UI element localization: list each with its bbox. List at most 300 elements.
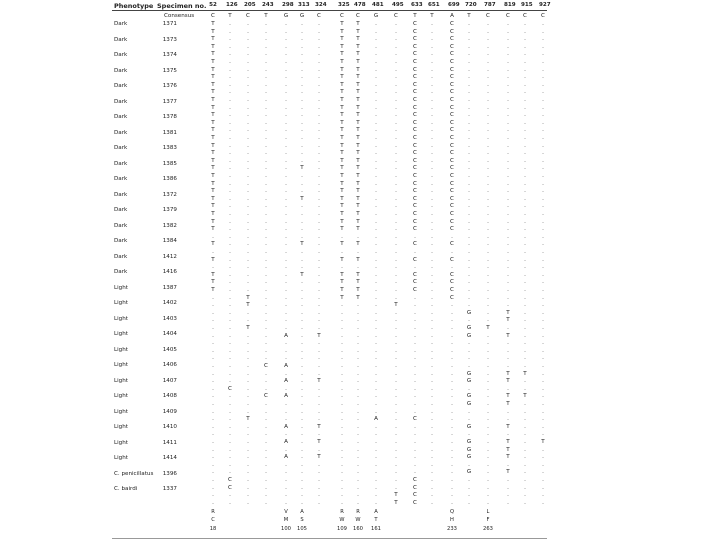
base-cell: . [265,158,267,164]
base-cell: . [229,279,231,285]
base-cell: T [340,44,344,50]
base-cell: . [318,257,320,263]
base-cell: T [211,74,215,80]
base-cell: . [395,317,397,323]
base-cell: G [466,378,472,384]
base-cell: . [318,477,320,483]
base-cell: . [318,97,320,103]
base-cell: T [356,21,360,27]
base-cell: G [466,310,472,316]
base-cell: . [468,89,470,95]
base-cell: . [318,500,320,506]
base-cell: . [265,97,267,103]
base-cell: T [211,44,215,50]
base-cell: T [211,196,215,202]
base-cell: . [375,135,377,141]
row-phenotype: Light [114,424,128,430]
base-cell: . [414,454,416,460]
aa-position: 263 [483,526,493,532]
base-cell: C [228,477,232,483]
base-cell: . [265,173,267,179]
base-cell: . [375,325,377,331]
base-cell: . [375,333,377,339]
base-cell: . [247,203,249,209]
base-cell: . [507,112,509,118]
base-cell: T [211,219,215,225]
base-cell: . [487,36,489,42]
base-cell: . [468,257,470,263]
base-cell: . [229,401,231,407]
aa-code-to: H [450,517,454,523]
base-cell: . [375,105,377,111]
base-cell: . [285,317,287,323]
base-cell: . [212,462,214,468]
position-313: 313 [298,2,310,8]
header-specimen: Specimen no. [157,2,207,10]
position-633: 633 [411,2,423,8]
aa-code-from: L [486,509,490,515]
base-cell: . [431,393,433,399]
base-cell: . [357,363,359,369]
base-cell: . [247,211,249,217]
base-cell: . [431,462,433,468]
base-cell: . [524,97,526,103]
base-cell: . [395,44,397,50]
base-cell: . [507,249,509,255]
base-cell: . [318,241,320,247]
base-cell: . [395,340,397,346]
base-cell: T [340,272,344,278]
base-cell: . [507,105,509,111]
base-cell: . [451,477,453,483]
base-cell: . [229,447,231,453]
base-cell: . [542,477,544,483]
position-927: 927 [539,2,551,8]
base-cell: . [431,173,433,179]
base-cell: . [395,196,397,202]
aa-code-to: W [339,517,345,523]
aa-position: 161 [371,526,381,532]
base-cell: . [341,469,343,475]
base-cell: . [318,340,320,346]
base-cell: . [542,424,544,430]
base-cell: . [524,226,526,232]
base-cell: . [357,333,359,339]
base-cell: C [450,196,454,202]
base-cell: . [285,135,287,141]
base-cell: . [318,173,320,179]
base-cell: T [340,196,344,202]
base-cell: . [542,21,544,27]
base-cell: . [395,431,397,437]
base-cell: . [229,302,231,308]
base-cell: . [265,181,267,187]
base-cell: . [468,143,470,149]
base-cell: . [414,295,416,301]
base-cell: . [229,59,231,65]
base-cell: . [431,112,433,118]
base-cell: . [468,386,470,392]
base-cell: T [211,203,215,209]
base-cell: . [431,348,433,354]
base-cell: C [413,82,417,88]
base-cell: T [211,59,215,65]
base-cell: . [212,454,214,460]
base-cell: . [487,371,489,377]
base-cell: . [341,333,343,339]
base-cell: . [375,447,377,453]
base-cell: . [468,158,470,164]
base-cell: . [229,135,231,141]
base-cell: . [285,249,287,255]
base-cell: . [507,226,509,232]
base-cell: . [341,454,343,460]
base-cell: T [506,439,510,445]
base-cell: . [265,431,267,437]
base-cell: . [507,241,509,247]
base-cell: . [341,500,343,506]
base-cell: . [507,477,509,483]
base-cell: . [301,74,303,80]
base-cell: . [318,249,320,255]
base-cell: . [285,74,287,80]
base-cell: . [212,401,214,407]
base-cell: . [357,477,359,483]
base-cell: . [229,211,231,217]
base-cell: T [317,424,321,430]
base-cell: T [356,173,360,179]
base-cell: . [468,485,470,491]
base-cell: . [542,416,544,422]
base-cell: . [318,143,320,149]
base-cell: . [285,21,287,27]
base-cell: C [413,173,417,179]
base-cell: A [284,439,288,445]
base-cell: . [229,203,231,209]
base-cell: T [211,67,215,73]
base-cell: . [265,287,267,293]
base-cell: . [524,196,526,202]
base-cell: T [211,135,215,141]
base-cell: . [451,416,453,422]
base-cell: . [318,264,320,270]
base-cell: . [487,29,489,35]
base-cell: . [487,150,489,156]
base-cell: . [524,234,526,240]
base-cell: . [301,500,303,506]
base-cell: . [265,59,267,65]
base-cell: . [524,500,526,506]
base-cell: . [487,302,489,308]
base-cell: . [431,181,433,187]
base-cell: . [395,188,397,194]
base-cell: . [542,59,544,65]
base-cell: . [318,203,320,209]
base-cell: . [301,44,303,50]
base-cell: . [265,378,267,384]
base-cell: . [318,317,320,323]
base-cell: . [507,355,509,361]
base-cell: . [301,325,303,331]
base-cell: . [542,211,544,217]
base-cell: . [301,393,303,399]
base-cell: . [375,120,377,126]
base-cell: . [395,51,397,57]
base-cell: C [450,188,454,194]
base-cell: . [431,203,433,209]
base-cell: . [395,127,397,133]
base-cell: . [542,120,544,126]
base-cell: . [431,120,433,126]
base-cell: . [524,29,526,35]
base-cell: . [318,302,320,308]
base-cell: T [211,82,215,88]
base-cell: . [507,196,509,202]
base-cell: . [468,150,470,156]
base-cell: . [542,401,544,407]
base-cell: . [507,264,509,270]
base-cell: . [375,469,377,475]
base-cell: . [265,241,267,247]
base-cell: . [247,29,249,35]
base-cell: T [317,454,321,460]
base-cell: . [542,234,544,240]
base-cell: . [451,431,453,437]
base-cell: . [375,97,377,103]
base-cell: . [285,143,287,149]
base-cell: C [413,89,417,95]
base-cell: T [340,51,344,57]
base-cell: . [414,401,416,407]
base-cell: . [414,439,416,445]
base-cell: . [229,355,231,361]
base-cell: . [229,272,231,278]
base-cell: . [318,234,320,240]
base-cell: T [394,500,398,506]
base-cell: T [356,272,360,278]
base-cell: . [301,340,303,346]
base-cell: . [212,477,214,483]
base-cell: . [524,431,526,437]
base-cell: . [229,287,231,293]
base-cell: T [356,59,360,65]
base-cell: G [466,371,472,377]
base-cell: . [414,424,416,430]
base-cell: A [284,378,288,384]
base-cell: . [265,21,267,27]
base-cell: . [357,409,359,415]
base-cell: G [466,333,472,339]
base-cell: . [265,454,267,460]
base-cell: . [247,74,249,80]
base-cell: T [211,158,215,164]
base-cell: A [284,333,288,339]
base-cell: . [451,447,453,453]
aa-position: 160 [353,526,363,532]
base-cell: T [340,127,344,133]
base-cell: . [451,386,453,392]
base-cell: C [413,135,417,141]
base-cell: . [318,21,320,27]
position-205: 205 [244,2,256,8]
base-cell: . [395,203,397,209]
base-cell: . [247,454,249,460]
base-cell: . [212,500,214,506]
base-cell: . [542,348,544,354]
base-cell: . [301,203,303,209]
base-cell: T [356,97,360,103]
bottom-rule [112,538,547,539]
base-cell: T [356,67,360,73]
row-specimen: 1387 [162,285,177,291]
base-cell: . [212,409,214,415]
base-cell: . [414,249,416,255]
base-cell: C [450,257,454,263]
base-cell: . [451,401,453,407]
base-cell: . [301,226,303,232]
base-cell: . [247,424,249,430]
row-specimen: 1407 [162,378,177,384]
base-cell: C [413,416,417,422]
base-cell: . [524,302,526,308]
base-cell: . [265,264,267,270]
base-cell: . [524,82,526,88]
base-cell: . [395,363,397,369]
base-cell: C [413,241,417,247]
base-cell: . [487,241,489,247]
base-cell: . [318,120,320,126]
base-cell: . [542,143,544,149]
base-cell: . [507,51,509,57]
base-cell: T [211,97,215,103]
base-cell: C [413,272,417,278]
base-cell: . [341,234,343,240]
base-cell: . [247,181,249,187]
base-cell: . [451,234,453,240]
base-cell: . [247,89,249,95]
base-cell: . [301,89,303,95]
row-specimen: 1382 [162,223,177,229]
base-cell: . [507,234,509,240]
base-cell: . [468,21,470,27]
base-cell: . [265,29,267,35]
base-cell: . [341,378,343,384]
base-cell: A [284,424,288,430]
base-cell: . [318,211,320,217]
base-cell: . [229,67,231,73]
base-cell: . [301,264,303,270]
base-cell: . [247,120,249,126]
base-cell: . [414,302,416,308]
base-cell: . [375,74,377,80]
base-cell: . [542,447,544,453]
base-cell: T [356,82,360,88]
base-cell: . [229,150,231,156]
base-cell: T [340,112,344,118]
base-cell: . [318,82,320,88]
row-phenotype: Light [114,455,128,461]
base-cell: . [318,74,320,80]
base-cell: . [375,386,377,392]
base-cell: . [395,135,397,141]
base-cell: T [523,393,527,399]
base-cell: . [265,74,267,80]
base-cell: . [229,500,231,506]
base-cell: . [247,462,249,468]
base-cell: . [285,226,287,232]
base-cell: . [524,310,526,316]
base-cell: . [542,409,544,415]
base-cell: T [356,120,360,126]
base-cell: T [394,492,398,498]
base-cell: . [468,302,470,308]
base-cell: . [318,135,320,141]
row-specimen: 1381 [162,130,177,136]
base-cell: . [414,371,416,377]
base-cell: . [395,241,397,247]
base-cell: . [524,287,526,293]
base-cell: . [341,492,343,498]
base-cell: . [341,371,343,377]
aa-code-to: T [374,517,378,523]
base-cell: . [507,89,509,95]
base-cell: . [247,447,249,453]
base-cell: . [414,393,416,399]
base-cell: . [301,21,303,27]
base-cell: . [468,219,470,225]
base-cell: . [285,371,287,377]
base-cell: . [341,462,343,468]
base-cell: . [375,226,377,232]
base-cell: . [542,310,544,316]
position-787: 787 [484,2,496,8]
base-cell: . [318,325,320,331]
base-cell: T [356,112,360,118]
base-cell: . [341,485,343,491]
base-cell: . [301,447,303,453]
base-cell: . [265,89,267,95]
base-cell: . [285,348,287,354]
base-cell: . [357,447,359,453]
base-cell: T [211,89,215,95]
base-cell: . [487,51,489,57]
row-phenotype: Light [114,347,128,353]
base-cell: . [431,409,433,415]
base-cell: . [395,485,397,491]
base-cell: . [375,51,377,57]
base-cell: . [341,447,343,453]
row-specimen: 1405 [162,347,177,353]
base-cell: G [466,393,472,399]
base-cell: T [506,469,510,475]
base-cell: . [212,424,214,430]
base-cell: . [507,348,509,354]
base-cell: . [542,127,544,133]
base-cell: . [542,386,544,392]
base-cell: . [524,219,526,225]
base-cell: . [357,462,359,468]
base-cell: . [542,241,544,247]
base-cell: . [212,485,214,491]
base-cell: C [450,29,454,35]
base-cell: . [487,500,489,506]
base-cell: T [356,36,360,42]
base-cell: . [395,409,397,415]
base-cell: . [542,226,544,232]
base-cell: T [356,135,360,141]
base-cell: . [487,355,489,361]
base-cell: . [395,287,397,293]
